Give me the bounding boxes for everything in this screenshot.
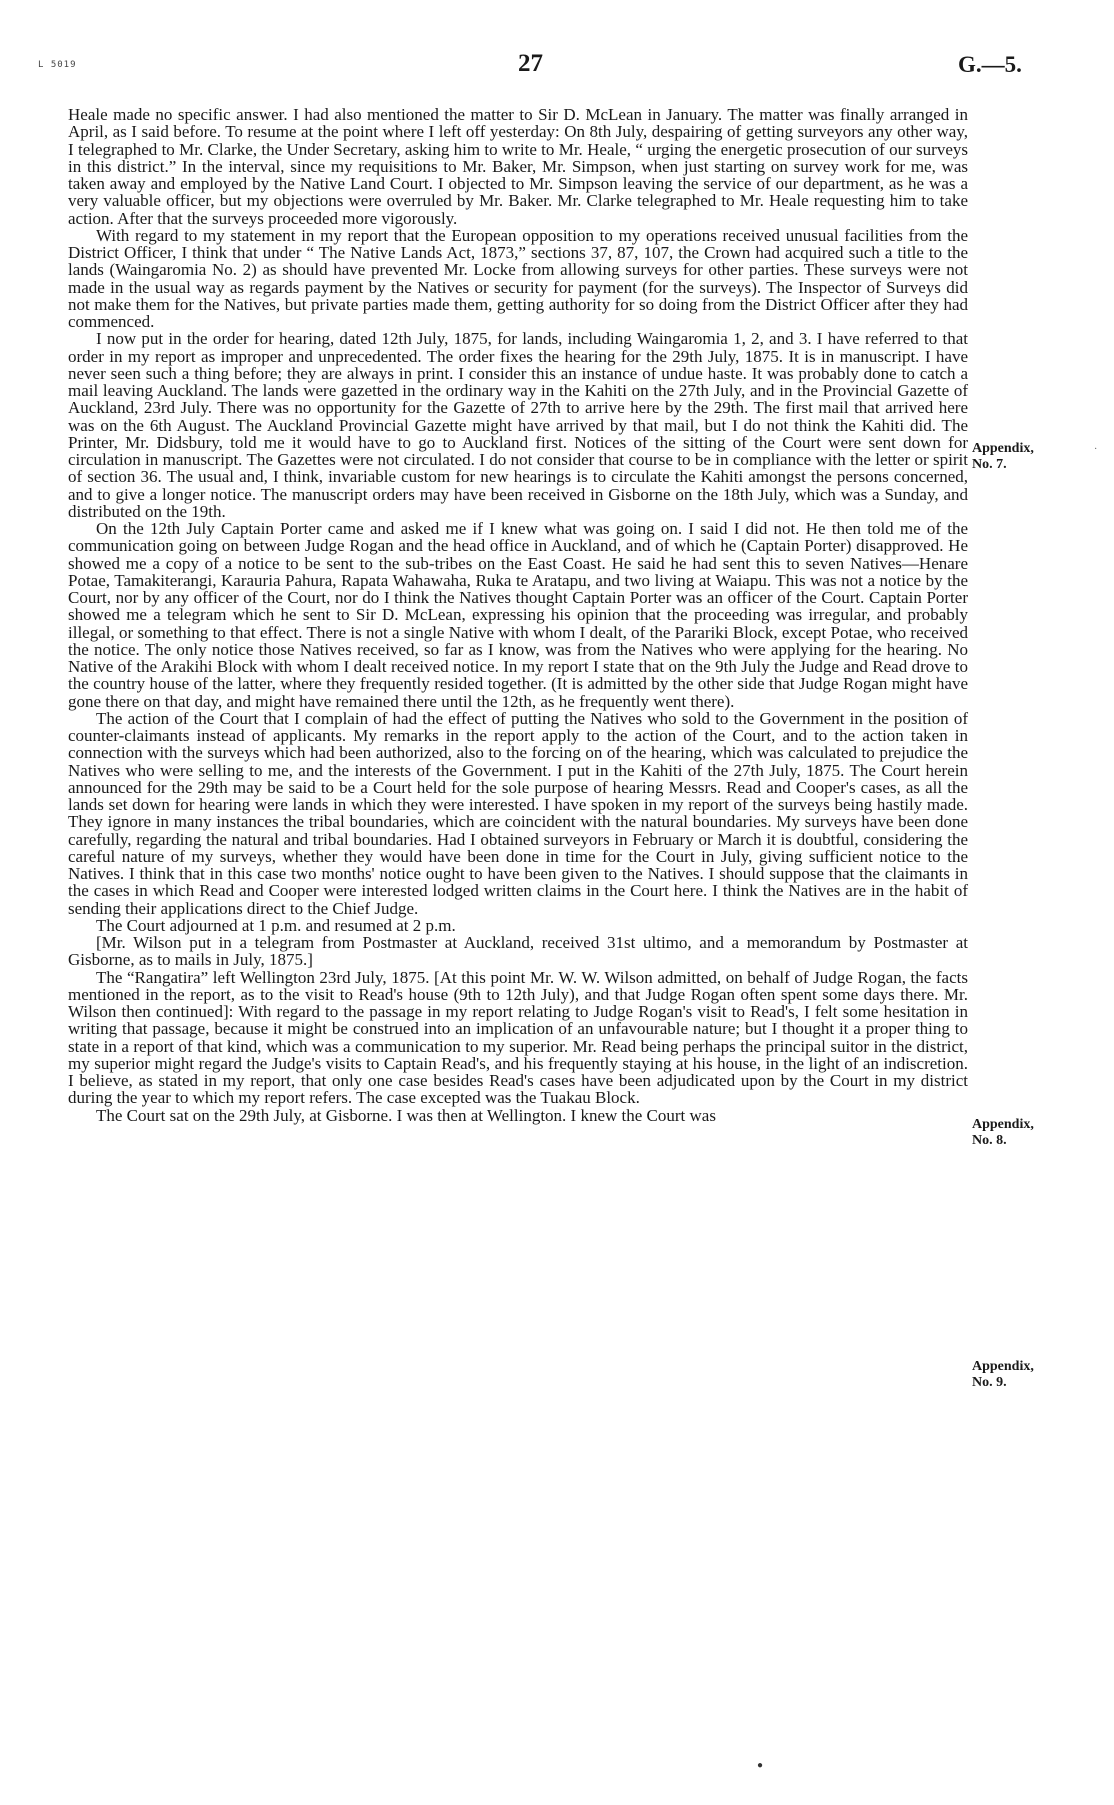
page-number: 27 (518, 50, 543, 77)
margin-note-label: Appendix, (972, 441, 1034, 456)
paragraph: Heale made no specific answer. I had also mentioned the matter to Sir D. McLean in January. The matter was finally arranged in April, as I said before. To resume at the point where I left off yesterday: On 8th July, despairing of getting surveyors any other way, I telegraphed to Mr. Clarke, the Under Secretary, asking him to write to Mr. Heale, “ urging the energetic prosecution of our surveys in this district.” In the interval, since my requisitions to Mr. Baker, Mr. Simpson, when just starting on survey work for me, was taken away and employed by the Native Land Court. I objected to Mr. Simpson leaving the service of our department, as he was a very valuable officer, but my objections were overruled by Mr. Baker. Mr. Clarke telegraphed to Mr. Heale requesting him to take action. After that the surveys proceeded more vigorously. (68, 105, 968, 228)
paragraph: The action of the Court that I complain of had the effect of putting the Natives who sold to the Government in the position of counter-claimants instead of applicants. My remarks in the report apply to the action of the Court, and to the action taken in connection with the surveys which had been authorized, also to the forcing on of the hearing, which was calculated to prejudice the Natives who were selling to me, and the interests of the Government. I put in the Kahiti of the 27th July, 1875. The Court herein announced for the 29th may be said to be a Court held for the sole purpose of hearing Messrs. Read and Cooper's cases, as all the lands set down for hearing were lands in which they were interested. I have spoken in my report of the surveys being hastily made. They ignore in many instances the tribal boundaries, which are coincident with the natural boundaries. My surveys have been done carefully, regarding the natural and tribal boundaries. Had I obtained surveyors in February or March it is doubtful, considering the careful nature of my surveys, whether they would have been done in time for the Court in July, giving sufficient notice to the Natives. I think that in this case two months' notice ought to have been given to the Natives. I should suppose that the claimants in the cases in which Read and Cooper were interested lodged written claims in the Court here. I think the Natives are in the habit of sending their applications direct to the Chief Judge. (68, 708, 968, 918)
margin-note-appendix-9 (972, 1359, 1082, 1391)
paragraph: [Mr. Wilson put in a telegram from Postmaster at Auckland, received 31st ultimo, and a memorandum by Postmaster at Gisborne, as to mails in July, 1875.] (68, 933, 968, 970)
margin-note-ref: No. 9. (972, 1375, 1007, 1390)
margin-note-ref: No. 8. (972, 1133, 1007, 1148)
paragraph: On the 12th July Captain Porter came and asked me if I knew what was going on. I said I did not. He then told me of the communication going on between Judge Rogan and the head office in Auckland, and of which he (Captain Porter) disapproved. He showed me a copy of a notice to be sent to the sub-tribes on the East Coast. He said he had sent this to seven Natives—Henare Potae, Tamakiterangi, Karauria Pahura, Rapata Wahawaha, Ruka te Aratapu, and two living at Waiapu. This was not a notice by the Court, nor by any officer of the Court, nor do I think the Natives thought Captain Porter was an officer of the Court. Captain Porter showed me a telegram which he sent to Sir D. McLean, expressing his opinion that the proceeding was irregular, and probably illegal, or something to that effect. There is not a single Native with whom I dealt, of the Parariki Block, except Potae, who received the notice. The only notice those Natives received, so far as I know, was from the Natives who were applying for the hearing. No Native of the Arakihi Block with whom I dealt received notice. In my report I state that on the 9th July the Judge and Read drove to the country house of the latter, where they frequently resided together. (It is admitted by the other side that Judge Rogan might have gone there on that day, and might have remained there until the 12th, as he frequently went there). (68, 519, 968, 711)
margin-mark: · (1094, 444, 1098, 455)
paragraph: The Court adjourned at 1 p.m. and resumed at 2 p.m. (96, 915, 456, 935)
margin-note-appendix-7 (972, 441, 1082, 473)
series-reference: G.—5. (958, 52, 1022, 77)
paragraph: The Court sat on the 29th July, at Gisborne. I was then at Wellington. I knew the Court was (96, 1105, 716, 1125)
margin-note-label: Appendix, (972, 1359, 1034, 1374)
paragraph: With regard to my statement in my report that the European opposition to my operations received unusual facilities from the District Officer, I think that under “ The Native Lands Act, 1873,” sections 37, 87, 107, the Crown had acquired such a title to the lands (Waingaromia No. 2) as should have prevented Mr. Locke from allowing surveys for other parties. These surveys were not made in the usual way as regards payment by the Natives or security for payment (for the surveys). The Inspector of Surveys did not make them for the Natives, but private parties made them, getting authority for so doing from the District Officer after they had commenced. (68, 225, 968, 331)
paragraph: The “Rangatira” left Wellington 23rd July, 1875. [At this point Mr. W. W. Wilson admitted, on behalf of Judge Rogan, the facts mentioned in the report, as to the visit to Read's house (9th to 12th July), and that Judge Rogan often spent some days there. Mr. Wilson then continued]: With regard to the passage in my report relating to Judge Rogan's visit to Read's, I felt some hesitation in writing that passage, because it might be construed into an implication of an unfavourable nature; but I thought it a proper thing to state in a report of that kind, which was a communication to my superior. Mr. Read being perhaps the principal suitor in the district, my superior might regard the Judge's visits to Captain Read's, and his frequently staying at his house, in the light of an indiscretion. I believe, as stated in my report, that only one case besides Read's cases have been adjudicated upon by the Court in my district during the year to which my report refers. The case excepted was the Tuakau Block. (68, 967, 968, 1108)
margin-note-ref: No. 7. (972, 457, 1007, 472)
margin-note-label: Appendix, (972, 1117, 1034, 1132)
paragraph: I now put in the order for hearing, dated 12th July, 1875, for lands, including Waingaromia 1, 2, and 3. I have referred to that order in my report as improper and unprecedented. The order fixes the hearing for the 29th July, 1875. It is in manuscript. I have never seen such a thing before; they are always in print. I consider this an instance of undue haste. It was probably done to catch a mail leaving Auckland. The lands were gazetted in the ordinary way in the Kahiti on the 27th July, and in the Provincial Gazette of Auckland, 23rd July. There was no opportunity for the Gazette of 27th to arrive here by the 29th. The first mail that arrived here was on the 6th August. The Auckland Provincial Gazette might have arrived by that mail, but I do not think the Kahiti did. The Printer, Mr. Didsbury, told me it would have to go to Auckland first. Notices of the sitting of the Court were sent down for circulation in manuscript. The Gazettes were not circulated. I do not consider that course to be in compliance with the letter or spirit of section 36. The usual and, I think, invariable custom for new hearings is to circulate the Kahiti amongst the persons concerned, and to give a longer notice. The manuscript orders may have been received in Gisborne on the 18th July, which was a Sunday, and distributed on the 19th. (68, 329, 968, 521)
archive-stamp: L 5019 (38, 60, 77, 70)
margin-note-appendix-8 (972, 1117, 1082, 1149)
footer-dot: ● (757, 1760, 764, 1771)
body-text (68, 106, 968, 1124)
